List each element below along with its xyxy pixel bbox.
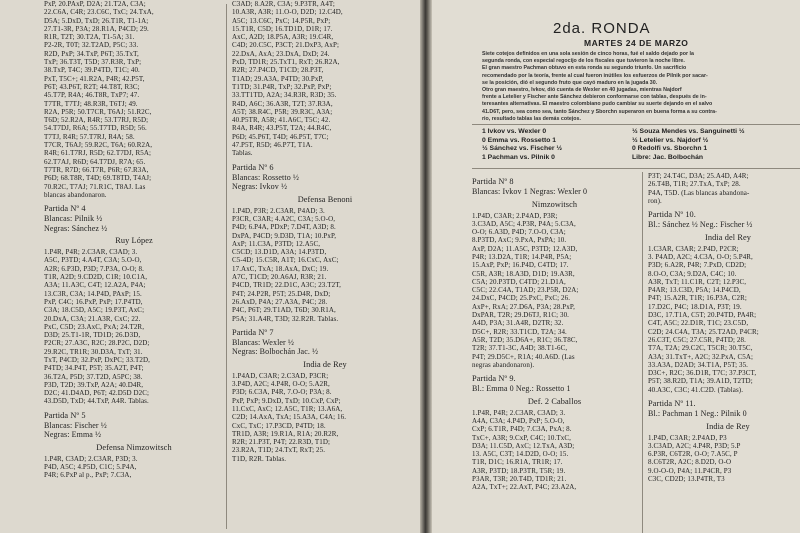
move-line: C3C, CD2D; 13.P4TR, T3 bbox=[648, 475, 725, 484]
move-line: DxPA, P4CD; 9.D3D, T1A; 10.PxP, bbox=[232, 231, 337, 240]
opening-name: India de Rey bbox=[706, 421, 750, 431]
move-line: 27.T1-3R, P3A; 28.R1A, P4CD; 29. bbox=[44, 24, 149, 33]
move-line: P4D; 6.P4A, PDxP; 7.D4T, A3D; 8. bbox=[232, 223, 336, 232]
white-player: Blancas: Rossetto ½ bbox=[232, 172, 300, 182]
move-line: AxP+, RxA; 27.D6A, P3A; 28.PxP, bbox=[472, 302, 575, 311]
move-line: 29.R2C, TR1R; 30.D3A, TxT; 31. bbox=[44, 347, 143, 356]
move-line: TxP; 36.T3T, T5D; 37.R3R, TxP; bbox=[44, 58, 142, 67]
move-line: 8.O-O, C3A; 9.D2A, C4C; 10. bbox=[648, 269, 737, 278]
move-line: 26.AxD, P4A; 27.A3A, P4C; 28. bbox=[232, 297, 328, 306]
move-line: P4T; 24.P2R, P5T; 25.D4R, DxD; bbox=[232, 289, 331, 298]
move-line: 1.P4R, C3AD; 2.C3AR, P3D; 3. bbox=[44, 454, 138, 463]
move-line: P4T; 29.D5C+, R1A; 40.A6D. (Las bbox=[472, 352, 575, 361]
move-line: A3A; 31.TxT+, A2C; 32.PxA, C5A; bbox=[648, 352, 754, 361]
white-player: Blancas: Fischer ½ bbox=[44, 420, 107, 430]
move-line: DxPAR, T2R; 29.D6TJ, R1C; 30. bbox=[472, 311, 570, 320]
move-line: PxD, TD1R; 25.TxT1, RxT; 26.R2A, bbox=[232, 58, 340, 67]
move-line: P3T; 24.T4C, D3A; 25.A4D, A4R; bbox=[648, 172, 749, 180]
move-line: R2D, PxP; 34.TxP, P6T; 35.TxT, bbox=[44, 49, 139, 58]
move-line: 17.D2C, P4C; 18.D1A, P3T; 19. bbox=[648, 302, 742, 311]
move-line: 24.DxC, P4CD; 25.PxC, PxC; 26. bbox=[472, 294, 571, 303]
move-line: 43.D5D, TxD; 44.TxP, A4R. Tablas. bbox=[44, 397, 149, 406]
book-gutter bbox=[420, 0, 432, 533]
move-line: D3C, 17.T1A, C5T; 20.P4TD, PA4R; bbox=[648, 311, 757, 320]
move-line: D3D; 25.T1-1R, TD1D; 26.D3D, bbox=[44, 331, 141, 340]
move-line: 3.P4D, A2C; 4.P4R, O-O; 5.A2R, bbox=[232, 380, 330, 389]
black-player: Negras: Bolbochán Jac. ½ bbox=[232, 347, 319, 357]
game-number: Partida Nº 7 bbox=[232, 327, 274, 337]
move-line: 13. A5C, C3T; 14.D2D, O-O; 15. bbox=[472, 450, 569, 459]
result-line: Libre: Jac. Bolbochán bbox=[632, 153, 704, 161]
game-number: Partida Nº 8 bbox=[472, 177, 514, 186]
move-line: A5C; 13.C6C, PxC; 14.P5R, PxP; bbox=[232, 16, 331, 25]
move-line: 1.P4R, P4R; 2.C3AR, C3AD; 3. bbox=[472, 408, 566, 417]
move-line: 1.P4D, C3AR; 2.P4AD, P3R; bbox=[472, 211, 558, 220]
move-line: T7A, T2A; 29.C2C, T5CR; 30.T5C, bbox=[648, 344, 753, 353]
move-line: 20.DxA, C3A; 21.A3R, CxC; 22. bbox=[44, 314, 141, 323]
opening-name: India de Rey bbox=[303, 359, 347, 369]
move-line: 11.CxC, AxC; 12.A5C, T1R; 13.A6A, bbox=[232, 404, 343, 413]
move-line: P3D; 6.A2R, P4R; 7.PxD, CD2D; bbox=[648, 261, 747, 270]
move-line: C5R, A3R; 18.A3D, D1D; 19.A3R, bbox=[472, 269, 575, 278]
move-line: R2R; 27.P4CD, T1CD; 28.P3T, bbox=[232, 66, 324, 75]
left-column-1 bbox=[44, 0, 224, 480]
move-line: P4TD; 34.P4T, P5T; 35.A2T, P4T; bbox=[44, 364, 144, 373]
move-line: P4A, T5D. (Las blancas abandona- bbox=[648, 188, 750, 197]
black-player: Negras: Ivkov ½ bbox=[232, 182, 288, 192]
move-line: 33.TT1TD, A2A; 34.R3R, R3D; 35. bbox=[232, 91, 337, 100]
move-line: 38.TxP, T4C; 39.P4TD, T1C; 40. bbox=[44, 66, 140, 75]
move-line: A5R, T2D; 35.D6A+, R1C; 36.T8C, bbox=[472, 335, 578, 344]
move-line: 23.R2A, T1D; 24.TxT, RxT; 25. bbox=[232, 446, 326, 455]
move-line: P6D; 45.P6T, T4D; 46.P5T, T7C; bbox=[232, 132, 329, 141]
result-line: 1 Ivkov vs. Wexler 0 bbox=[482, 128, 547, 135]
move-line: 22.C6A, C4R; 23.C6C, TxC; 24.TxA, bbox=[44, 8, 154, 17]
round-title: 2da. RONDA bbox=[553, 20, 651, 37]
intro-line: frente a Letelier y Fischer ante Sánchez debieron conformarse con tablas, después de in- bbox=[482, 94, 707, 101]
move-line: D2C; 41.D4AD, P6T; 42.D5D D2C; bbox=[44, 389, 150, 398]
move-line: P4D, A5C; 4.P5D, C1C; 5.P4A, bbox=[44, 463, 137, 472]
move-line: C5A; 20.P3TD, C4TD; 21.D1A, bbox=[472, 277, 566, 286]
move-line: CxP; 6.T1R, P4D; 7.C3A, PxA; 8. bbox=[472, 425, 572, 434]
move-line: T6D; 52.R2A, R4R; 53.T7RJ, R5D; bbox=[44, 116, 149, 125]
move-line: A4D, P3A; 31.A4R, D2TR; 32. bbox=[472, 319, 564, 328]
move-line: P4AR; 13.C3D, P5A; 14.P4CD, bbox=[648, 286, 741, 295]
intro-line: Otro gran maestro, Ivkov, dió cuenta de Wexler en 40 jugadas, mientras Najdorf bbox=[482, 87, 682, 94]
opening-name: Nimzowitsch bbox=[531, 199, 578, 209]
intro-line: segunda ronda, con especial regocijo de los fiscales que tuvieron la noche libre. bbox=[482, 58, 685, 65]
move-line: T7TJ, R4R; 57.T7RJ, R4A; 58. bbox=[44, 132, 135, 141]
intro-line: El gran maestro Pachman obtuvo en esta ronda su segundo triunfo. Un sacrificio bbox=[482, 65, 687, 72]
move-line: R2R; 21.P3T, P4T; 22.R3D, T1D; bbox=[232, 438, 331, 447]
move-line: T1TD; 31.P4R, TxP; 32.PxP, PxP; bbox=[232, 82, 332, 91]
move-line: R4R; 61.T7RJ, R5D; 62.T7DJ, R5A; bbox=[44, 149, 152, 158]
move-line: P4R; 6.PxP al p., PxP; 7.C3A, bbox=[44, 471, 132, 480]
opening-name: Defensa Benoni bbox=[297, 194, 353, 204]
move-line: P3D, T2D; 39.TxP, A2A; 40.D4R, bbox=[44, 380, 144, 389]
move-line: 45.T7P, R4A; 46.T8R, TxP7; 47. bbox=[44, 91, 140, 100]
move-line: PxP, 20.PAxP, D2A; 21.T2A, C3A; bbox=[44, 0, 146, 8]
move-line: O-O; 6.A3D, P4D; 7.O-O, C3A; bbox=[472, 228, 566, 237]
move-line: P2CR; 27.A3C, R2C; 28.P2C, D2D; bbox=[44, 339, 150, 348]
move-line: C5C; 22.C4A, T1AD; 23.P5R, D2A; bbox=[472, 286, 579, 295]
move-line: T7TR, R7D; 66.T7R, P6R; 67.R3A, bbox=[44, 165, 149, 174]
move-line: R1R, T2T; 30.T2A, T1-5A; 31. bbox=[44, 33, 135, 42]
white-player: Bl.: Sánchez ½ Neg.: Fischer ½ bbox=[648, 220, 753, 230]
game-number: Partida Nº 4 bbox=[44, 204, 86, 214]
intro-line: 41.D6T, pero, sea como sea, tanto Sánchez y Sborchn superaron en buena forma a su contra- bbox=[482, 108, 717, 115]
opening-name: Def. 2 Caballos bbox=[527, 396, 582, 406]
move-line: P3CR, C3AR; 4.A2C, C3A; 5.O-O, bbox=[232, 214, 336, 223]
move-line: TxT, P4CD; 32.PxP, DxPC; 33.T2D, bbox=[44, 355, 150, 364]
move-line: D5A; 5.DxD, TxD; 26.T1R, T1-1A; bbox=[44, 16, 149, 25]
move-line: P4CD, TR1D; 22.D1C, A3C; 23.T2T, bbox=[232, 281, 341, 290]
game-number: Partida Nº 10. bbox=[648, 210, 696, 220]
move-line: Tablas. bbox=[232, 149, 253, 158]
move-line: T1R, D1C; 16.R1A, TR1R; 17. bbox=[472, 458, 563, 467]
opening-name: India del Rey bbox=[705, 232, 751, 242]
results-left bbox=[482, 128, 562, 162]
move-line: 1.P4R, P4R; 2.C3AR, C3AD; 3. bbox=[44, 248, 138, 257]
white-player: Bl.: Pachman 1 Neg.: Pilnik 0 bbox=[648, 409, 747, 419]
divider bbox=[472, 124, 800, 125]
move-line: C4T, A5C; 22.D1R, T1C; 23.C5D, bbox=[648, 319, 749, 328]
move-line: A7C, T1CD; 20.A6AJ, R3R; 21. bbox=[232, 273, 327, 282]
move-line: A5T; 38.R4C, P5R; 39.R3C, A3A; bbox=[232, 107, 333, 116]
divider bbox=[472, 168, 800, 169]
move-line: 33.A3A, D2AD; 34.T1A, P5T; 35. bbox=[648, 360, 749, 369]
move-line: 62.T7AJ, R6D; 64.T7DJ, R7A; 65. bbox=[44, 157, 146, 166]
intro-line: rio, resultado tablas las demás cotejos. bbox=[482, 115, 581, 122]
move-line: R4A, R4R; 43.P5T, T2A; 44.R4C, bbox=[232, 124, 332, 133]
move-line: 8.P3TD, AxC; 9.PxA, PxPA; 10. bbox=[472, 236, 567, 245]
move-line: 70.R2C, T7AJ; 71.R1C, T8AJ. Las bbox=[44, 182, 146, 191]
intro-line: se la posición, dió el segundo fruto que cayó maduro en la jugada 30. bbox=[482, 79, 658, 86]
opening-name: Defensa Nimzowitsch bbox=[96, 442, 172, 452]
move-line: 54.T7DJ, R6A; 55.T7TD, R5D; 56. bbox=[44, 124, 147, 133]
move-line: P4C, P6T; 29.T1AD, T6D; 30.R1A, bbox=[232, 306, 336, 315]
move-line: D5C+, R2R; 33.T1CD, T2A; 34. bbox=[472, 327, 567, 336]
move-line: C3A; 18.C5D, A5C; 19.P3T, AxC; bbox=[44, 306, 145, 315]
move-line: P4R; 13.D2A, T1R; 14.P4R, P5A; bbox=[472, 252, 572, 261]
move-line: P5A; 31.A4R, T3D; 32.R2R. Tablas. bbox=[232, 314, 339, 323]
move-line: 15.T1R, C5D; 16.TD1D, D1R; 17. bbox=[232, 24, 333, 33]
move-line: 10.A3R, A3R; 11.O-O, D2D; 12.C4D, bbox=[232, 8, 343, 17]
move-line: 3.C3AD, A5C; 4.P3R, P4A; 5.C3A, bbox=[472, 219, 576, 228]
black-player: Negras: Emma ½ bbox=[44, 430, 102, 440]
move-line: PxT, T5C+; 41.R2A, P4R; 42.P5T, bbox=[44, 74, 145, 83]
move-line: 1.P4D, P3R; 2.C3AR, P4AD; 3. bbox=[232, 206, 325, 215]
move-line: 17.AxC, TxA; 18.AxA, DxC; 19. bbox=[232, 264, 329, 273]
move-line: T7TR, T7TJ; 48.R3R, T6TJ; 49. bbox=[44, 99, 138, 108]
right-column-2 bbox=[648, 172, 800, 483]
move-line: AxC, A2D; 18.P5A, A3R; 19.C4R, bbox=[232, 33, 334, 42]
move-line: PxC, C5D; 23.AxC, PxA; 24.T2R, bbox=[44, 322, 145, 331]
white-player: Bl.: Emma 0 Neg.: Rossetto 1 bbox=[472, 384, 571, 394]
opening-name: Ruy López bbox=[115, 236, 153, 246]
move-line: 6.P3R, C6T2R, O-O; 7.A5C, P bbox=[648, 450, 738, 459]
move-line: 36.T2A, P5D; 37.T2D, A5PC; 38. bbox=[44, 372, 143, 381]
move-line: C2D; 14.AxA, TxA; 15.A3A, C4A; 16. bbox=[232, 413, 347, 422]
right-page bbox=[432, 0, 800, 533]
move-line: 9.O-O-O, P4A; 11.P4CR, P3 bbox=[648, 466, 732, 475]
move-line: P4T; 15.A2R, T1R; 16.P3A, C2R; bbox=[648, 294, 747, 303]
result-line: 0 Emma vs. Rossetto 1 bbox=[482, 136, 557, 144]
move-line: R4D, A6C; 36.A3R, T2T; 37.R3A, bbox=[232, 99, 333, 108]
intro-line: recomendado por la teoría, frente al cual fueron inútiles los esfuerzos de Pilnik por sacar- bbox=[482, 72, 708, 79]
round-intro bbox=[482, 51, 772, 123]
move-line: A2A, TxT+; 22.AxT, P4C; 23.A2A, bbox=[472, 483, 577, 492]
intro-line: Siete cotejos definidos en una sola sesión de cinco horas, fué el saldo dejado por la bbox=[482, 51, 694, 57]
game-number: Partida Nº 9. bbox=[472, 374, 516, 384]
move-line: ron). bbox=[648, 196, 662, 205]
move-line: 13.C3R, C3A; 14.P4D, PAxP; 15. bbox=[44, 289, 142, 298]
move-line: P2-2R, T0T; 32.T2AD, P5C; 33. bbox=[44, 41, 139, 50]
move-line: C5-4D; 15.C5R, A1T; 16.CxC, AxC; bbox=[232, 256, 339, 265]
move-line: C2D; 24.C4A, T3A; 25.T2AD, P4CR; bbox=[648, 327, 759, 336]
move-line: P3AR, T3R; 20.T4D, TD1R; 21. bbox=[472, 475, 567, 484]
move-line: D3A; 11.C5D, AxC; 12.TxA, A3D; bbox=[472, 441, 575, 450]
move-line: 3. P4AD, A2C; 4.C3A, O-O; 5.P4R, bbox=[648, 252, 753, 261]
move-line: 1.C3AR, C3AR; 2.P4D, P2CR; bbox=[648, 244, 739, 253]
white-player: Blancas: Wexler ½ bbox=[232, 337, 295, 347]
move-line: D3C+, R2C; 36.D1R, T7C; 37.P3CT, bbox=[648, 369, 757, 378]
results-right bbox=[632, 128, 745, 162]
result-line: ½ Letelier vs. Najdorf ½ bbox=[632, 136, 709, 144]
move-line: TxC+, A3R; 9.CxP, C4C; 10.TxC, bbox=[472, 433, 571, 442]
move-line: T7CR, T6AJ; 59.R2C, T6A; 60.R2A, bbox=[44, 141, 153, 150]
move-line: T1R, A2D; 9.CD2D, C1R; 10.C1A, bbox=[44, 273, 148, 282]
right-column-1 bbox=[472, 172, 637, 492]
move-line: P5T; 38.R2D, T1A; 39.A1D, T2TD; bbox=[648, 377, 753, 386]
move-line: C3AD; 8.A2R, C3A; 9.P3TR, A4T; bbox=[232, 0, 335, 8]
move-line: 1.P4AD, C3AR; 2.C3AD, P3CR; bbox=[232, 371, 329, 380]
move-line: A2R; 6.P3D, P3D; 7.P3A, O-O; 8. bbox=[44, 264, 144, 273]
move-line: 47.P5T, R5D; 46.P7T, T1A. bbox=[232, 141, 313, 150]
move-line: R2A, P5R; 50.T7CR, T6AJ; 51.R2C, bbox=[44, 107, 152, 116]
move-line: C5CD; 13.D1D, A3A; 14.P3TD, bbox=[232, 248, 327, 257]
move-line: A3A; 11.A3C, C4T; 12.A2A, P4A; bbox=[44, 281, 146, 290]
move-line: T1AD; 29.A3A, P4TD; 30.PxP, bbox=[232, 74, 324, 83]
game-number: Partida Nº 5 bbox=[44, 410, 86, 420]
move-line: C4D; 20.C5C, P3CT; 21.DxP3, AxP; bbox=[232, 41, 340, 50]
move-line: A3R, TxT; 11.C1R, C2T; 12.P3C, bbox=[648, 277, 747, 286]
move-line: PxP, PxP; 9.DxD, TxD; 10.CxP, CxP; bbox=[232, 396, 341, 405]
move-line: T1D, R2R. Tablas. bbox=[232, 454, 287, 463]
column-rule bbox=[226, 4, 227, 529]
left-column-2 bbox=[232, 0, 418, 463]
move-line: 1.P4D, C3AR; 2.P4AD, P3 bbox=[648, 433, 727, 442]
move-line: 26.T4B, T1R; 27.TxA, TxP; 28. bbox=[648, 180, 741, 189]
result-line: 0 Redolfi vs. Sborchn 1 bbox=[632, 145, 708, 152]
move-line: AxP, D2A; 11.A5C, P3TD; 12.A3D, bbox=[472, 244, 578, 253]
round-date: MARTES 24 DE MARZO bbox=[584, 38, 689, 48]
intro-line: teresantes alternativas. El maestro colombiano pudo cambiar su suerte dejando en el salvo bbox=[482, 101, 713, 108]
move-line: 3.C3AD, A2C; 4.P4R, P3D; 5.P bbox=[648, 441, 741, 450]
game-number: Partida Nº 11. bbox=[648, 399, 696, 409]
move-line: P6D; 68.T8R, T4D; 69.T8TD, T4AJ; bbox=[44, 174, 152, 183]
result-line: ½ Sánchez vs. Fischer ½ bbox=[482, 145, 563, 152]
move-line: AxP; 11.C3A, P3TD; 12.A5C, bbox=[232, 239, 321, 248]
move-line: A5C, P3TD; 4.A4T, C3A; 5.O-O, bbox=[44, 256, 142, 265]
white-player: Blancas: Ivkov 1 Negras: Wexler 0 bbox=[472, 187, 588, 196]
white-player: Blancas: Pilnik ½ bbox=[44, 214, 103, 224]
move-line: 22.DxA, AxA; 23.DxA, DxD; 24. bbox=[232, 49, 330, 58]
move-line: 40.P5TR, A5R; 41.A6C, T5C; 42. bbox=[232, 116, 331, 125]
column-rule bbox=[642, 172, 643, 533]
move-line: 40.A3C, C3C; 41.C2D. (Tablas). bbox=[648, 385, 744, 394]
move-line: A3R, P3TD; 18.P3TR, T5R; 19. bbox=[472, 466, 566, 475]
move-line: 15.AxP, PxP; 16.P4D, C4TD; 17. bbox=[472, 261, 569, 270]
move-line: TR1D, A3R; 19.R1A, R1A; 20.R2R, bbox=[232, 429, 339, 438]
move-line: CxC, TxC; 17.P3CD, P4TD; 18. bbox=[232, 421, 326, 430]
black-player: Negras: Sánchez ½ bbox=[44, 223, 108, 233]
move-line: P6T; 43.P6T, R2T; 44.T8T, R3C; bbox=[44, 82, 140, 91]
move-line: T2R; 37.T1-3C, A4D; 38.T1-6C, bbox=[472, 344, 568, 353]
move-line: 8.C6T2R, A2C; 8.D2D, O-O bbox=[648, 458, 732, 467]
move-line: negras abandonaron). bbox=[472, 360, 535, 369]
move-line: A4A, C3A; 4.P4D, PxP; 5.O-O, bbox=[472, 416, 565, 425]
result-line: ½ Souza Mendes vs. Sanguinetti ½ bbox=[632, 128, 745, 135]
move-line: blancas abandonaron. bbox=[44, 190, 107, 199]
move-line: PxP, C4C; 16.PxP, PxP; 17.P4TD, bbox=[44, 297, 143, 306]
move-line: P3D; 6.C3A, P4R, 7.O-O; P3A; 8. bbox=[232, 388, 332, 397]
game-number: Partida Nº 6 bbox=[232, 162, 274, 172]
result-line: 1 Pachman vs. Pilnik 0 bbox=[482, 153, 555, 161]
move-line: 26.C3T, C5C; 27.C5R, P4TD; 28. bbox=[648, 335, 746, 344]
